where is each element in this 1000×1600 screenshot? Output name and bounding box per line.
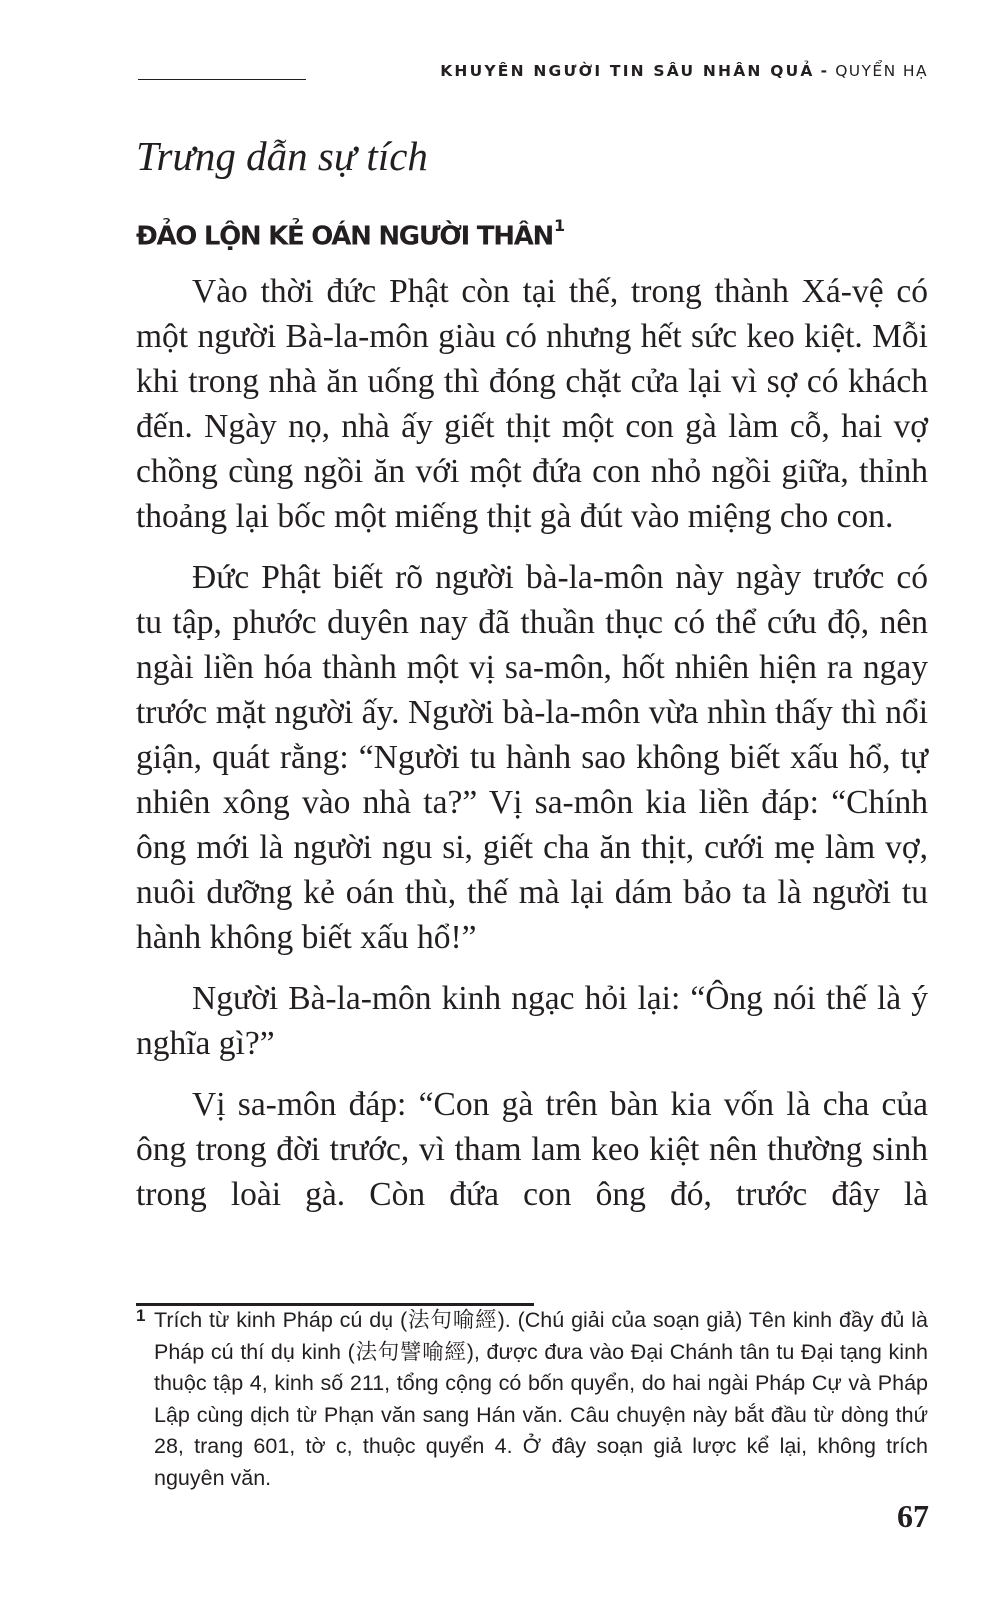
volume-label: QUYỂN HẠ: [835, 62, 928, 80]
paragraph-2: Đức Phật biết rõ người bà-la-môn này ngày trước có tu tập, phước duyên nay đã thuần thục có thể cứu độ, nên ngài liền hóa thành một vị sa-môn, hốt nhiên hiện ra ngay trước mặt người ấy. Người bà-la-môn vừa nhìn thấy thì nổi giận, quát rằng: “Người tu hành sao không biết xấu hổ, tự nhiên xông vào nhà ta?” Vị sa-môn kia liền đáp: “Chính ông mới là người ngu si, giết cha ăn thịt, cưới mẹ làm vợ, nuôi dưỡng kẻ oán thù, thế mà lại dám bảo ta là người tu hành không biết xấu hổ!”: [136, 559, 928, 956]
paragraph-1: Vào thời đức Phật còn tại thế, trong thành Xá-vệ có một người Bà-la-môn giàu có nhưng hết sức keo kiệt. Mỗi khi trong nhà ăn uống thì đóng chặt cửa lại vì sợ có khách đến. Ngày nọ, nhà ấy giết thịt một con gà làm cỗ, hai vợ chồng cùng ngồi ăn với một đứa con nhỏ ngồi giữa, thỉnh thoảng lại bốc một miếng thịt gà đút vào miệng cho con.: [136, 273, 928, 535]
body-text: [136, 269, 928, 1217]
story-title: [136, 216, 566, 252]
header-rule: [138, 79, 306, 80]
page-number: 67: [897, 1498, 929, 1534]
section-title: Trưng dẫn sự tích: [136, 133, 428, 179]
header-separator: -: [820, 62, 830, 80]
paragraph-3: Người Bà-la-môn kinh ngạc hỏi lại: “Ông nói thế là ý nghĩa gì?”: [136, 980, 928, 1062]
footnote-text: Trích từ kinh Pháp cú dụ (法句喻經). (Chú giải của soạn giả) Tên kinh đầy đủ là Pháp cú thí dụ kinh (法句譬喻經), được đưa vào Đại Chánh tân tu Đại tạng kinh thuộc tập 4, kinh số 211, tổng cộng có bốn quyển, do hai ngài Pháp Cự và Pháp Lập cùng dịch từ Phạn văn sang Hán văn. Câu chuyện này bắt đầu từ dòng thứ 28, trang 601, tờ c, thuộc quyển 4. Ở đây soạn giả lược kể lại, không trích nguyên văn.: [154, 1308, 928, 1490]
footnote: [136, 1305, 928, 1494]
running-head: [440, 62, 928, 80]
book-title: KHUYÊN NGƯỜI TIN SÂU NHÂN QUẢ: [440, 62, 815, 80]
footnote-number: 1: [136, 1306, 146, 1325]
paragraph-4: Vị sa-môn đáp: “Con gà trên bàn kia vốn là cha của ông trong đời trước, vì tham lam keo kiệt nên thường sinh trong loài gà. Còn đứa con ông đó, trước đây là: [136, 1086, 928, 1213]
footnote-ref: 1: [553, 216, 566, 235]
story-title-text: ĐẢO LỘN KẺ OÁN NGƯỜI THÂN: [136, 221, 553, 252]
